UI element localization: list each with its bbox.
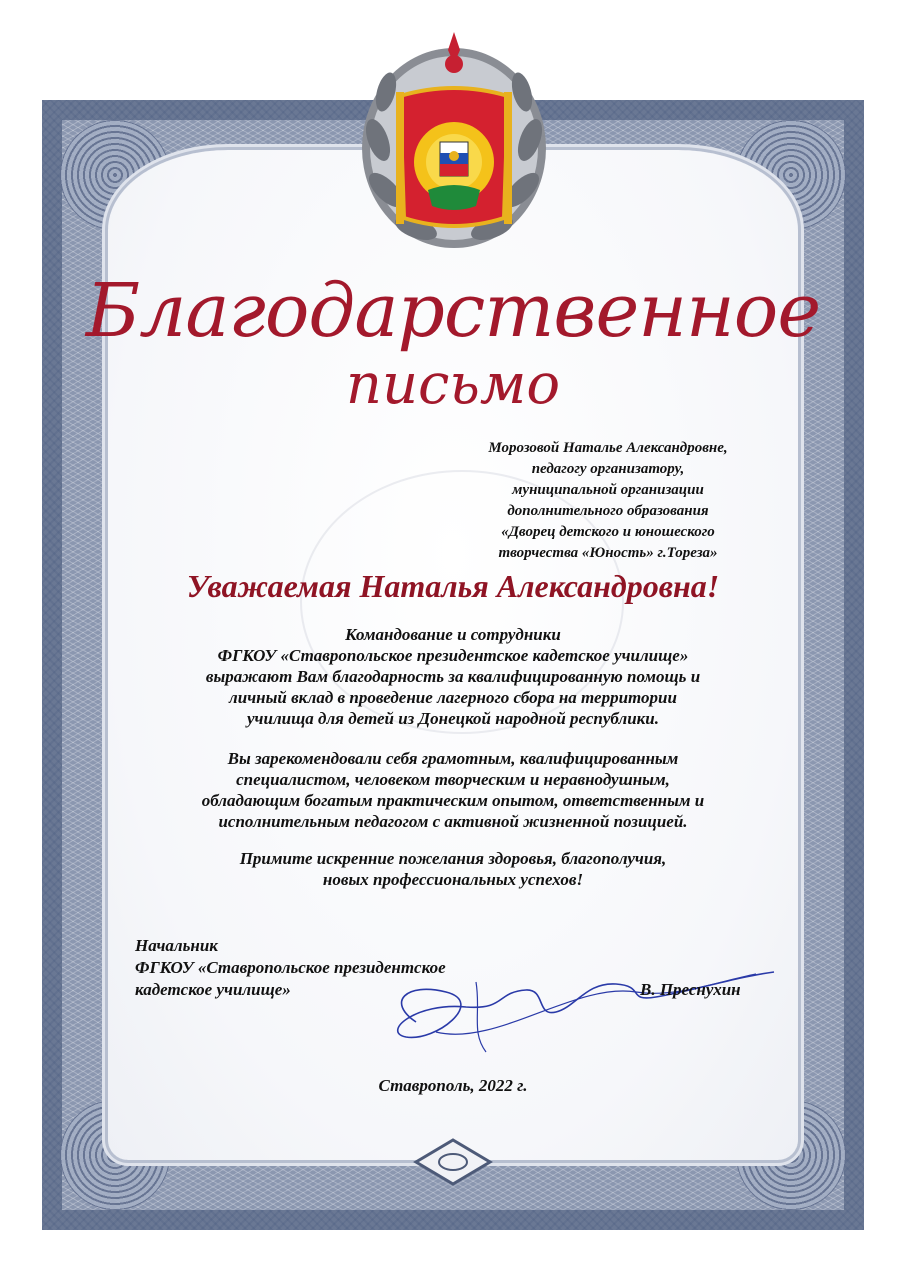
paragraph-line: специалистом, человеком творческим и неравнодушным,	[236, 770, 670, 789]
recipient-line: творчества «Юность» г.Тореза»	[498, 545, 718, 561]
recipient-line: Морозовой Наталье Александровне,	[488, 440, 728, 456]
paragraph-line: ФГКОУ «Ставропольское президентское кадетское училище»	[217, 646, 689, 665]
paragraph-line: училища для детей из Донецкой народной республики.	[247, 709, 659, 728]
paragraph-line: выражают Вам благодарность за квалифицированную помощь и	[205, 667, 701, 686]
recipient-line: муниципальной организации	[512, 482, 704, 498]
signer-name: В. Преснухин	[640, 980, 741, 999]
paragraph-line: Примите искренние пожелания здоровья, благополучия,	[239, 849, 667, 868]
emblem-icon	[356, 30, 552, 252]
place-and-date: Ставрополь, 2022 г.	[378, 1076, 528, 1095]
paragraph-gratitude	[130, 624, 776, 729]
paragraph-line: Вы зарекомендовали себя грамотным, квалифицированным	[227, 749, 679, 768]
salutation: Уважаемая Наталья Александровна!	[186, 568, 720, 604]
recipient-line: «Дворец детского и юношеского	[501, 524, 715, 540]
paragraph-praise	[130, 748, 776, 832]
signature-icon	[376, 962, 776, 1062]
paragraph-line: исполнительным педагогом с активной жизненной позицией.	[218, 812, 688, 831]
document-subtitle: письмо	[345, 352, 561, 417]
signer-title-line: Начальник	[135, 936, 218, 955]
signer-title-line: кадетское училище»	[135, 980, 291, 999]
paragraph-line: личный вклад в проведение лагерного сбора на территории	[229, 688, 677, 707]
paragraph-line: обладающим богатым практическим опытом, ответственным и	[201, 791, 705, 810]
paragraph-line: новых профессиональных успехов!	[322, 870, 584, 889]
bottom-ornament-icon	[410, 1132, 496, 1192]
signer-title-line: ФГКОУ «Ставропольское президентское	[135, 958, 446, 977]
recipient-block	[440, 438, 776, 564]
recipient-line: дополнительного образования	[507, 503, 709, 519]
paragraph-line: Командование и сотрудники	[345, 625, 561, 644]
document-title: Благодарственное	[85, 268, 821, 354]
paragraph-wishes	[130, 848, 776, 890]
recipient-line: педагогу организатору,	[531, 461, 685, 477]
